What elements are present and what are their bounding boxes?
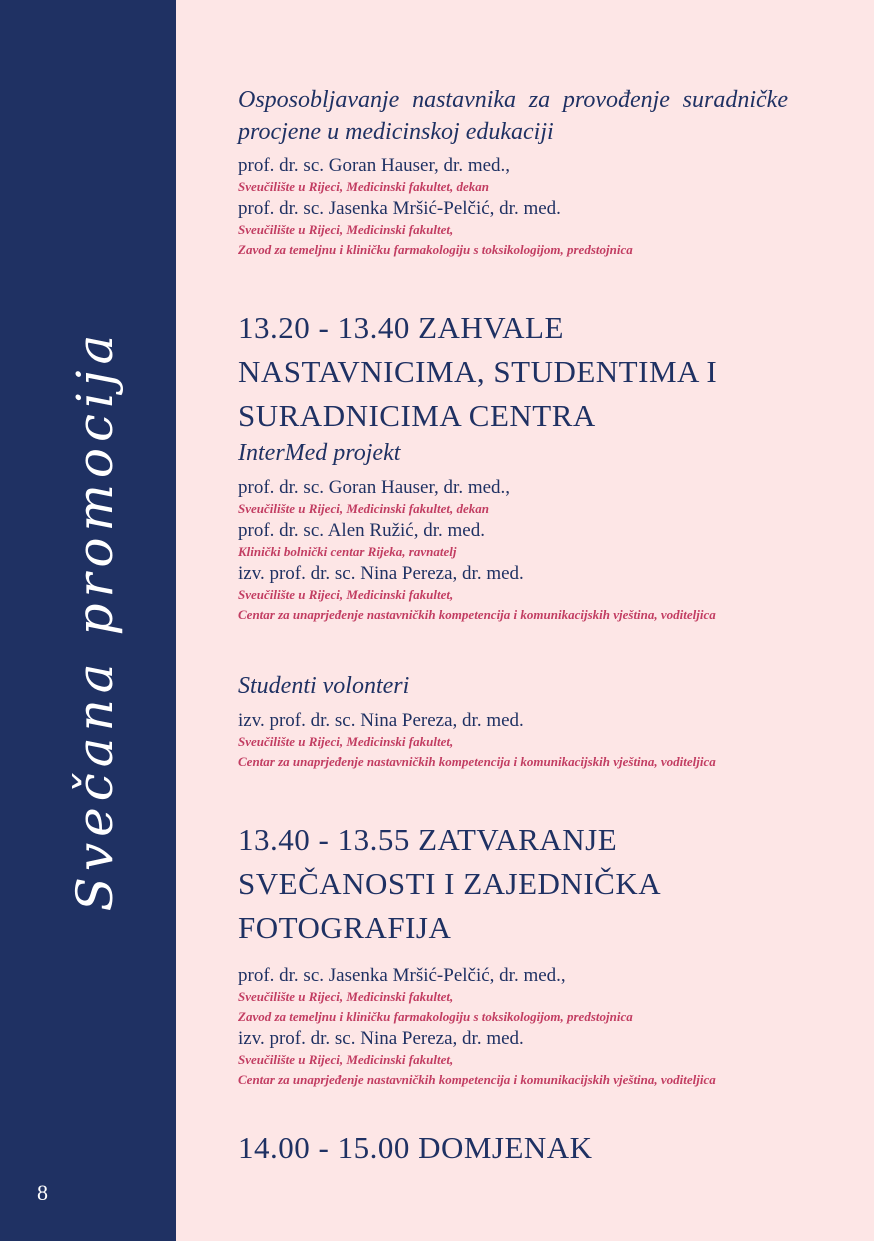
speaker-affiliation: Centar za unaprjeđenje nastavničkih kompetencija i komunikacijskih vještina, voditeljica	[238, 607, 716, 622]
session-heading: 14.00 - 15.00 DOMJENAK	[238, 1130, 593, 1165]
page-number: 8	[37, 1180, 48, 1205]
speaker-name: izv. prof. dr. sc. Nina Pereza, dr. med.	[238, 563, 524, 584]
session-subtitle: Studenti volonteri	[238, 673, 410, 699]
session-heading: FOTOGRAFIJA	[238, 910, 452, 945]
speaker-affiliation: Zavod za temeljnu i kliničku farmakologiju s toksikologijom, predstojnica	[238, 1009, 633, 1024]
sidebar	[0, 0, 176, 1241]
session-heading: SVEČANOSTI I ZAJEDNIČKA	[238, 866, 662, 901]
speaker-affiliation: Sveučilište u Rijeci, Medicinski fakultet,	[238, 734, 454, 749]
session-heading: 13.20 - 13.40 ZAHVALE	[238, 310, 564, 345]
speaker-affiliation: Sveučilište u Rijeci, Medicinski fakultet, dekan	[238, 501, 489, 516]
speaker-affiliation: Sveučilište u Rijeci, Medicinski fakultet,	[238, 222, 454, 237]
vertical-section-title: Svečana promocija	[66, 328, 124, 912]
speaker-affiliation: Centar za unaprjeđenje nastavničkih kompetencija i komunikacijskih vještina, voditeljica	[238, 754, 716, 769]
speaker-affiliation: Sveučilište u Rijeci, Medicinski fakultet,	[238, 587, 454, 602]
speaker-name: izv. prof. dr. sc. Nina Pereza, dr. med.	[238, 1028, 524, 1049]
program-block-reception	[238, 1126, 788, 1170]
speaker-name: izv. prof. dr. sc. Nina Pereza, dr. med.	[238, 710, 524, 731]
session-heading: NASTAVNICIMA, STUDENTIMA I	[238, 354, 718, 389]
program-block-volunteers	[238, 671, 788, 772]
speaker-name: prof. dr. sc. Alen Ružić, dr. med.	[238, 520, 485, 541]
speaker-affiliation: Sveučilište u Rijeci, Medicinski fakultet,	[238, 1052, 454, 1067]
session-subtitle: InterMed projekt	[238, 440, 401, 466]
session-heading: SURADNICIMA CENTRA	[238, 398, 596, 433]
speaker-affiliation: Zavod za temeljnu i kliničku farmakologiju s toksikologijom, predstojnica	[238, 242, 633, 257]
speaker-affiliation: Centar za unaprjeđenje nastavničkih kompetencija i komunikacijskih vještina, voditeljica	[238, 1072, 716, 1087]
speaker-name: prof. dr. sc. Jasenka Mršić-Pelčić, dr. med.,	[238, 965, 566, 986]
speaker-affiliation: Sveučilište u Rijeci, Medicinski fakultet, dekan	[238, 179, 489, 194]
program-block-closing	[238, 818, 788, 1090]
speaker-affiliation: Sveučilište u Rijeci, Medicinski fakultet,	[238, 989, 454, 1004]
talk-title: Osposobljavanje nastavnika za provođenje suradničke procjene u medicinskoj edukaciji	[238, 87, 788, 145]
program-content	[238, 84, 788, 1170]
speaker-name: prof. dr. sc. Goran Hauser, dr. med.,	[238, 477, 511, 498]
program-block-thanks	[238, 306, 788, 625]
speaker-affiliation: Klinički bolnički centar Rijeka, ravnatelj	[238, 544, 457, 559]
speaker-name: prof. dr. sc. Jasenka Mršić-Pelčić, dr. med.	[238, 198, 561, 219]
session-heading: 13.40 - 13.55 ZATVARANJE	[238, 822, 618, 857]
program-block-training	[238, 84, 788, 260]
speaker-name: prof. dr. sc. Goran Hauser, dr. med.,	[238, 155, 511, 176]
